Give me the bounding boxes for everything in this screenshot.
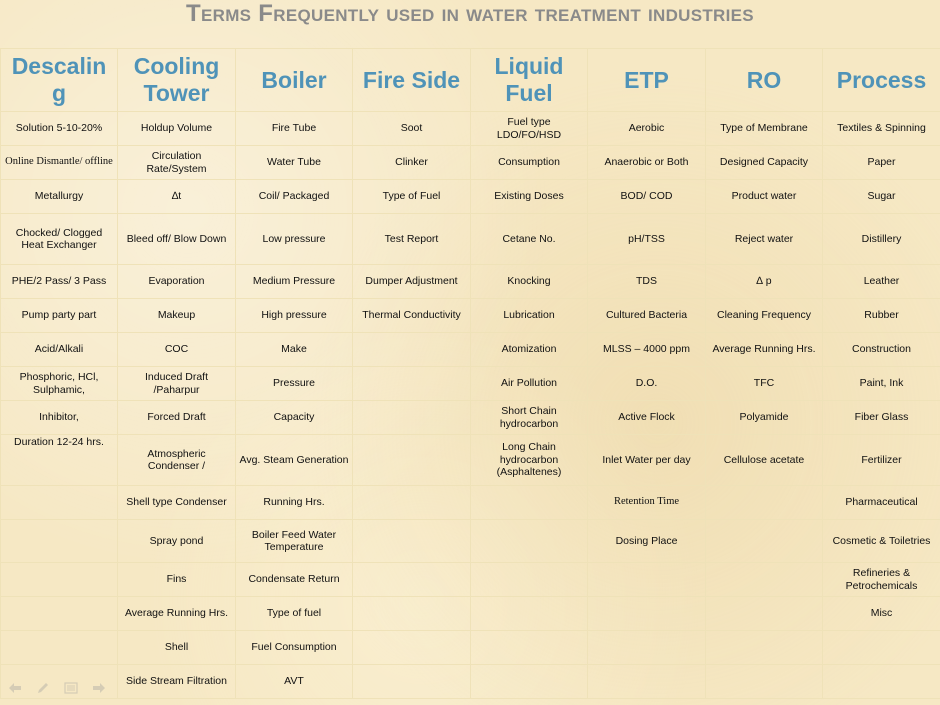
table-row bbox=[1, 665, 940, 699]
table-cell: ∆ p bbox=[706, 265, 823, 299]
table-cell: pH/TSS bbox=[588, 214, 706, 265]
table-cell: Clinker bbox=[353, 146, 471, 180]
table-cell: Fuel Consumption bbox=[236, 631, 353, 665]
table-cell: Textiles & Spinning bbox=[823, 112, 940, 146]
table-cell bbox=[706, 520, 823, 563]
table-cell: Type of Fuel bbox=[353, 180, 471, 214]
table-cell: Makeup bbox=[118, 299, 236, 333]
forward-arrow-icon[interactable] bbox=[92, 681, 106, 693]
table-cell: Designed Capacity bbox=[706, 146, 823, 180]
table-cell bbox=[353, 563, 471, 597]
table-cell: Knocking bbox=[471, 265, 588, 299]
col-header-descaling: Descalin g bbox=[1, 49, 118, 112]
table-cell bbox=[706, 486, 823, 520]
table-cell bbox=[706, 563, 823, 597]
table-cell: Chocked/ Clogged Heat Exchanger bbox=[1, 214, 118, 265]
table-cell: AVT bbox=[236, 665, 353, 699]
slide-nav bbox=[8, 679, 118, 695]
table-cell: Shell type Condenser bbox=[118, 486, 236, 520]
table-cell: Air Pollution bbox=[471, 367, 588, 401]
table-cell: Aerobic bbox=[588, 112, 706, 146]
table-cell: Paper bbox=[823, 146, 940, 180]
table-cell: Retention Time bbox=[588, 486, 706, 520]
table-cell: Induced Draft /Paharpur bbox=[118, 367, 236, 401]
col-header-cooling-tower: Cooling Tower bbox=[118, 49, 236, 112]
table-cell: D.O. bbox=[588, 367, 706, 401]
table-cell: Fins bbox=[118, 563, 236, 597]
table-cell bbox=[706, 597, 823, 631]
table-cell: Acid/Alkali bbox=[1, 333, 118, 367]
table-cell: TDS bbox=[588, 265, 706, 299]
table-cell: Test Report bbox=[353, 214, 471, 265]
table-cell: Solution 5-10-20% bbox=[1, 112, 118, 146]
table-cell: Pressure bbox=[236, 367, 353, 401]
table-cell: Fiber Glass bbox=[823, 401, 940, 435]
table-cell: Lubrication bbox=[471, 299, 588, 333]
table-cell: Shell bbox=[118, 631, 236, 665]
table-cell: Circulation Rate/System bbox=[118, 146, 236, 180]
table-cell bbox=[588, 631, 706, 665]
table-cell: Side Stream Filtration bbox=[118, 665, 236, 699]
table-cell: Rubber bbox=[823, 299, 940, 333]
pen-icon[interactable] bbox=[36, 681, 50, 693]
terms-table bbox=[0, 48, 940, 699]
table-cell bbox=[471, 563, 588, 597]
table-cell: Phosphoric, HCl, Sulphamic, bbox=[1, 367, 118, 401]
table-cell: Boiler Feed Water Temperature bbox=[236, 520, 353, 563]
table-row bbox=[1, 146, 940, 180]
table-row bbox=[1, 112, 940, 146]
table-row bbox=[1, 435, 940, 486]
table-cell: Reject water bbox=[706, 214, 823, 265]
table-cell bbox=[706, 665, 823, 699]
table-cell: ∆t bbox=[118, 180, 236, 214]
table-cell: Leather bbox=[823, 265, 940, 299]
table-row bbox=[1, 486, 940, 520]
table-cell: Low pressure bbox=[236, 214, 353, 265]
table-cell: Running Hrs. bbox=[236, 486, 353, 520]
table-cell: Dumper Adjustment bbox=[353, 265, 471, 299]
menu-icon[interactable] bbox=[64, 681, 78, 693]
table-cell: Polyamide bbox=[706, 401, 823, 435]
table-cell: Dosing Place bbox=[588, 520, 706, 563]
table-cell: Online Dismantle/ offline bbox=[1, 146, 118, 180]
table-cell bbox=[353, 597, 471, 631]
back-arrow-icon[interactable] bbox=[8, 681, 22, 693]
table-cell: Forced Draft bbox=[118, 401, 236, 435]
table-cell bbox=[1, 520, 118, 563]
table-cell: BOD/ COD bbox=[588, 180, 706, 214]
table-row bbox=[1, 180, 940, 214]
table-cell: Cetane No. bbox=[471, 214, 588, 265]
table-cell: Fertilizer bbox=[823, 435, 940, 486]
col-header-fire-side: Fire Side bbox=[353, 49, 471, 112]
table-cell: COC bbox=[118, 333, 236, 367]
table-cell: High pressure bbox=[236, 299, 353, 333]
table-cell: Inlet Water per day bbox=[588, 435, 706, 486]
table-cell: Sugar bbox=[823, 180, 940, 214]
table-cell: Medium Pressure bbox=[236, 265, 353, 299]
table-cell bbox=[353, 367, 471, 401]
col-header-ro: RO bbox=[706, 49, 823, 112]
col-header-liquid-fuel: Liquid Fuel bbox=[471, 49, 588, 112]
table-cell bbox=[1, 563, 118, 597]
table-cell: Refineries & Petrochemicals bbox=[823, 563, 940, 597]
col-header-etp: ETP bbox=[588, 49, 706, 112]
table-cell bbox=[353, 435, 471, 486]
table-row bbox=[1, 367, 940, 401]
table-cell: Atomization bbox=[471, 333, 588, 367]
table-cell: Anaerobic or Both bbox=[588, 146, 706, 180]
table-cell: Spray pond bbox=[118, 520, 236, 563]
table-row bbox=[1, 520, 940, 563]
table-cell: Cosmetic & Toiletries bbox=[823, 520, 940, 563]
table-cell bbox=[1, 597, 118, 631]
page-title: Terms Frequently used in water treatment industries bbox=[186, 0, 754, 27]
table-row bbox=[1, 631, 940, 665]
table-row bbox=[1, 299, 940, 333]
table-cell: Average Running Hrs. bbox=[706, 333, 823, 367]
table-cell: Fuel type LDO/FO/HSD bbox=[471, 112, 588, 146]
table-cell: Condensate Return bbox=[236, 563, 353, 597]
table-cell bbox=[588, 665, 706, 699]
table-cell: Type of Membrane bbox=[706, 112, 823, 146]
table-cell: Soot bbox=[353, 112, 471, 146]
table-cell bbox=[471, 597, 588, 631]
table-cell: Duration 12-24 hrs. bbox=[1, 435, 118, 486]
col-header-boiler: Boiler bbox=[236, 49, 353, 112]
table-cell: Coil/ Packaged bbox=[236, 180, 353, 214]
table-row bbox=[1, 597, 940, 631]
table-cell: Holdup Volume bbox=[118, 112, 236, 146]
table-cell: MLSS – 4000 ppm bbox=[588, 333, 706, 367]
table-cell: Distillery bbox=[823, 214, 940, 265]
table-cell: Metallurgy bbox=[1, 180, 118, 214]
table-row bbox=[1, 265, 940, 299]
table-cell bbox=[353, 401, 471, 435]
table-cell bbox=[823, 631, 940, 665]
table-row bbox=[1, 401, 940, 435]
table-cell bbox=[471, 631, 588, 665]
table-cell: Pump party part bbox=[1, 299, 118, 333]
table-cell: Avg. Steam Generation bbox=[236, 435, 353, 486]
table-cell: Fire Tube bbox=[236, 112, 353, 146]
table-cell: Consumption bbox=[471, 146, 588, 180]
table-cell bbox=[588, 563, 706, 597]
table-cell: Cellulose acetate bbox=[706, 435, 823, 486]
table-cell: Capacity bbox=[236, 401, 353, 435]
table-cell bbox=[823, 665, 940, 699]
table-cell bbox=[353, 486, 471, 520]
table-cell bbox=[471, 665, 588, 699]
table-cell: Active Flock bbox=[588, 401, 706, 435]
table-cell: Make bbox=[236, 333, 353, 367]
table-cell: Cultured Bacteria bbox=[588, 299, 706, 333]
table-cell bbox=[353, 520, 471, 563]
table-cell: Bleed off/ Blow Down bbox=[118, 214, 236, 265]
table-cell bbox=[588, 597, 706, 631]
table-cell: Inhibitor, bbox=[1, 401, 118, 435]
header-row bbox=[1, 49, 940, 112]
table-cell: Average Running Hrs. bbox=[118, 597, 236, 631]
table-cell: Evaporation bbox=[118, 265, 236, 299]
table-cell: Pharmaceutical bbox=[823, 486, 940, 520]
table-row bbox=[1, 563, 940, 597]
table-cell bbox=[471, 520, 588, 563]
col-header-process: Process bbox=[823, 49, 940, 112]
table-cell: Construction bbox=[823, 333, 940, 367]
table-cell: PHE/2 Pass/ 3 Pass bbox=[1, 265, 118, 299]
table-cell bbox=[1, 631, 118, 665]
table-cell bbox=[706, 631, 823, 665]
table-cell: Cleaning Frequency bbox=[706, 299, 823, 333]
table-cell: TFC bbox=[706, 367, 823, 401]
table-cell: Misc bbox=[823, 597, 940, 631]
table-cell: Atmospheric Condenser / bbox=[118, 435, 236, 486]
table-cell bbox=[353, 333, 471, 367]
table-cell bbox=[471, 486, 588, 520]
table-cell bbox=[353, 665, 471, 699]
table-cell: Existing Doses bbox=[471, 180, 588, 214]
table-cell: Short Chain hydrocarbon bbox=[471, 401, 588, 435]
table-row bbox=[1, 333, 940, 367]
table-row bbox=[1, 214, 940, 265]
table-cell: Long Chain hydrocarbon (Asphaltenes) bbox=[471, 435, 588, 486]
table-cell bbox=[353, 631, 471, 665]
table-cell: Type of fuel bbox=[236, 597, 353, 631]
table-cell bbox=[1, 486, 118, 520]
table-cell: Water Tube bbox=[236, 146, 353, 180]
table-cell: Thermal Conductivity bbox=[353, 299, 471, 333]
table-cell: Product water bbox=[706, 180, 823, 214]
table-cell: Paint, Ink bbox=[823, 367, 940, 401]
